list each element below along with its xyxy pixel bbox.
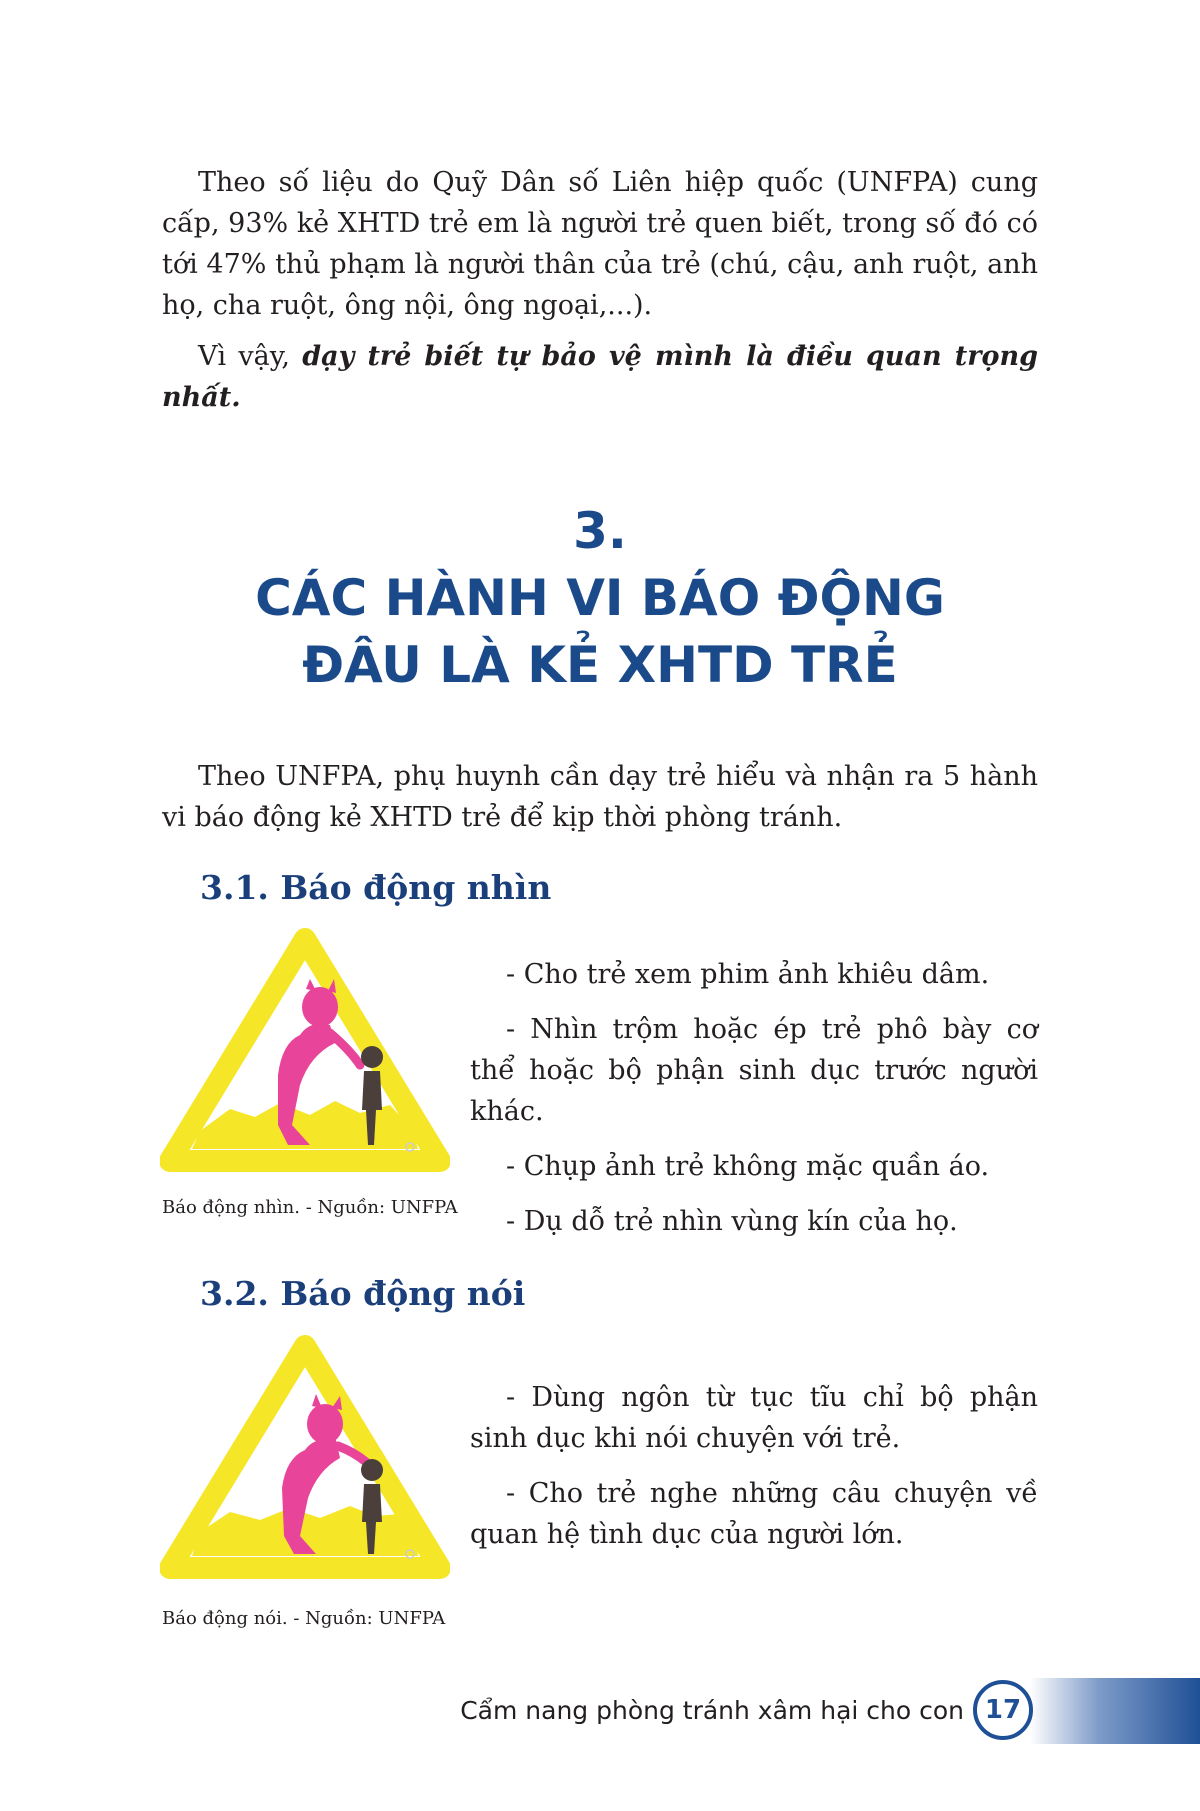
section-number: 3. xyxy=(573,502,627,560)
subsection-1-caption: Báo động nhìn. - Nguồn: UNFPA xyxy=(162,1197,458,1218)
subsection-2-bullet-list xyxy=(470,1377,1038,1569)
bullet-item: - Cho trẻ xem phim ảnh khiêu dâm. xyxy=(506,959,990,990)
page-number-badge: 17 xyxy=(973,1680,1033,1740)
warning-sign-talk-icon xyxy=(160,1332,450,1582)
footer-book-title: Cẩm nang phòng tránh xâm hại cho con xyxy=(460,1696,964,1725)
warning-sign-look-icon xyxy=(160,925,450,1175)
bullet-item: - Chụp ảnh trẻ không mặc quần áo. xyxy=(506,1151,990,1182)
section-title-line1: CÁC HÀNH VI BÁO ĐỘNG xyxy=(255,569,945,627)
bullet-item: - Dụ dỗ trẻ nhìn vùng kín của họ. xyxy=(506,1206,958,1237)
bullet-item: - Cho trẻ nghe những câu chuyện về quan hệ tình dục của người lớn. xyxy=(470,1478,1038,1550)
conclusion-paragraph xyxy=(162,336,1038,418)
subsection-2-title: 3.2. Báo động nói xyxy=(200,1274,526,1313)
subsection-1-title: 3.1. Báo động nhìn xyxy=(200,868,552,907)
footer-gradient-bar xyxy=(1030,1678,1200,1744)
bullet-item: - Nhìn trộm hoặc ép trẻ phô bày cơ thể hoặc bộ phận sinh dục trước người khác. xyxy=(470,1014,1038,1127)
intro-paragraph: Theo số liệu do Quỹ Dân số Liên hiệp quốc (UNFPA) cung cấp, 93% kẻ XHTD trẻ em là người trẻ quen biết, trong số đó có tới 47% thủ phạm là người thân của trẻ (chú, cậu, anh ruột, anh họ, cha ruột, ông nội, ông ngoại,...). xyxy=(162,167,1038,321)
section-title-line2: ĐÂU LÀ KẺ XHTD TRẺ xyxy=(302,636,898,694)
conclusion-emphasis: dạy trẻ biết tự bảo vệ mình là điều quan trọng nhất. xyxy=(162,341,1038,413)
subsection-1-bullet-list xyxy=(470,954,1038,1256)
subsection-2-caption: Báo động nói. - Nguồn: UNFPA xyxy=(162,1608,446,1629)
conclusion-lead: Vì vậy, xyxy=(198,341,303,372)
bullet-item: - Dùng ngôn từ tục tĩu chỉ bộ phận sinh dục khi nói chuyện với trẻ. xyxy=(470,1382,1038,1454)
section-intro-paragraph: Theo UNFPA, phụ huynh cần dạy trẻ hiểu và nhận ra 5 hành vi báo động kẻ XHTD trẻ để kịp thời phòng tránh. xyxy=(162,761,1038,833)
section-heading xyxy=(0,498,1200,699)
